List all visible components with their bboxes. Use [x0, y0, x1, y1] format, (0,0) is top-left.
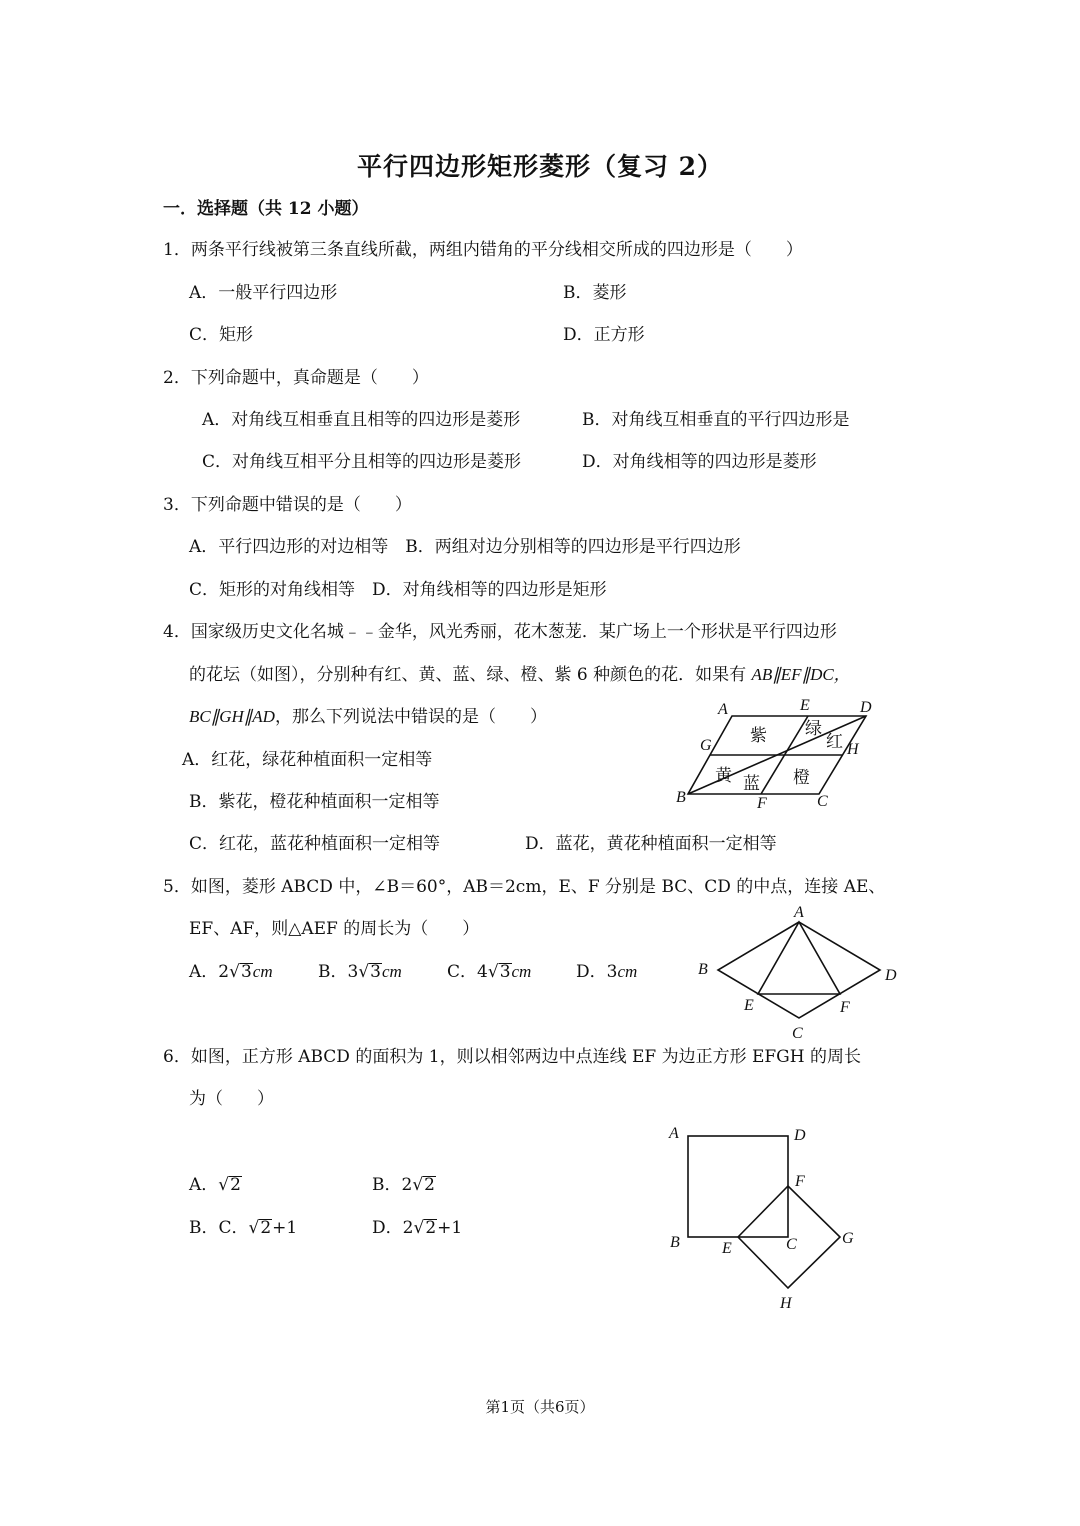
question-3-options-ab: A．平行四边形的对边相等 B．两组对边分别相等的四边形是平行四边形 [189, 537, 741, 557]
label-f: F [840, 999, 850, 1016]
label-c: C [817, 793, 828, 810]
region-orange: 橙 [793, 768, 810, 787]
label-e: E [722, 1240, 732, 1257]
option-radicand: 3 [499, 962, 511, 982]
label-g: G [700, 737, 712, 754]
option-coef: 2 [401, 1175, 413, 1195]
label-h: H [847, 741, 859, 758]
page-footer: 第1页（共6页） [485, 1398, 595, 1416]
label-e: E [744, 997, 754, 1014]
question-4-line-3-text: ，那么下列说法中错误的是（ ） [274, 707, 547, 727]
option-radicand: 2 [230, 1175, 241, 1195]
question-4-option-b: B．紫花，橙花种植面积一定相等 [189, 792, 440, 812]
option-radicand: 3 [370, 962, 381, 982]
option-coef: 3 [606, 962, 618, 982]
label-b: B [698, 961, 708, 978]
option-letter: D． [576, 962, 607, 982]
rhombus-abcd [718, 922, 880, 1018]
question-6-line-2: 为（ ） [189, 1089, 274, 1109]
question-2-option-c: C．对角线互相平分且相等的四边形是菱形 [202, 452, 522, 472]
region-green: 绿 [805, 719, 822, 738]
label-c: C [792, 1025, 803, 1042]
square-abcd [688, 1136, 788, 1237]
question-4-line-3 [189, 707, 547, 727]
question-5-line-1: 5．如图，菱形 ABCD 中，∠B＝60°，AB＝2cm，E、F 分别是 BC、CD 的中点，连接 AE、 [163, 877, 886, 897]
label-a: A [794, 904, 804, 921]
question-4-line-2-text: 的花坛（如图），分别种有红、黄、蓝、绿、橙、紫 6 种颜色的花．如果有 [189, 665, 752, 685]
option-coef: 3 [347, 962, 359, 982]
label-g: G [842, 1230, 854, 1247]
question-3-options-cd: C．矩形的对角线相等 D．对角线相等的四边形是矩形 [189, 580, 607, 600]
section-heading: 一．选择题（共 12 小题） [163, 199, 369, 219]
region-yellow: 黄 [715, 766, 732, 785]
label-e: E [800, 697, 810, 714]
label-a: A [669, 1125, 679, 1142]
label-a: A [718, 701, 728, 718]
rhombus-figure [690, 900, 910, 1045]
option-letter: A． [189, 1175, 219, 1195]
option-radicand: 3 [240, 962, 252, 982]
option-coef: 2 [402, 1218, 414, 1238]
question-4-parallel-1: AB∥EF∥DC， [751, 665, 851, 684]
option-radicand: 2 [425, 1218, 437, 1238]
question-2-option-d: D．对角线相等的四边形是菱形 [582, 452, 817, 472]
question-3-stem: 3．下列命题中错误的是（ ） [163, 495, 412, 515]
option-unit: cm [511, 962, 532, 981]
option-unit: cm [617, 962, 638, 981]
question-6-option-b: B．2√2 [372, 1175, 435, 1195]
square-figure [660, 1118, 870, 1318]
question-4-line-1: 4．国家级历史文化名城﹣﹣金华，风光秀丽，花木葱茏．某广场上一个形状是平行四边形 [163, 622, 837, 642]
region-red: 红 [826, 732, 843, 751]
option-unit: cm [252, 962, 273, 981]
question-4-option-c: C．红花，蓝花种植面积一定相等 [189, 834, 441, 854]
option-letter: A． [189, 962, 219, 982]
label-d: D [794, 1127, 806, 1144]
flower-bed-figure [660, 690, 890, 820]
label-b: B [670, 1234, 680, 1251]
page-title: 平行四边形矩形菱形（复习 2） [356, 152, 724, 181]
question-1-option-a: A．一般平行四边形 [189, 283, 338, 303]
label-f: F [757, 795, 767, 812]
question-1-stem: 1．两条平行线被第三条直线所截，两组内错角的平分线相交所成的四边形是（ ） [163, 240, 803, 260]
option-tail: +1 [437, 1218, 463, 1238]
question-6-option-a: A．√2 [189, 1175, 241, 1195]
option-letter: C． [447, 962, 478, 982]
label-d: D [860, 699, 872, 716]
option-letter: B．C． [189, 1218, 249, 1238]
label-h: H [780, 1295, 792, 1312]
question-6-option-d: D．2√2+1 [372, 1218, 463, 1238]
question-5-option-b: B．3√3cm [318, 962, 402, 982]
question-5-line-2: EF、AF，则△AEF 的周长为（ ） [189, 919, 480, 939]
option-coef: 4 [477, 962, 488, 982]
question-1-option-b: B．菱形 [563, 283, 627, 303]
option-radicand: 2 [424, 1175, 435, 1195]
question-5-option-d [576, 962, 637, 982]
label-c: C [786, 1236, 797, 1253]
option-letter: B． [318, 962, 348, 982]
label-b: B [676, 789, 686, 806]
option-tail: +1 [272, 1218, 298, 1238]
question-1-option-c: C．矩形 [189, 325, 254, 345]
option-unit: cm [382, 962, 402, 981]
question-2-option-a: A．对角线互相垂直且相等的四边形是菱形 [202, 410, 521, 430]
region-blue: 蓝 [743, 774, 760, 793]
option-coef: 2 [218, 962, 230, 982]
question-5-option-c: C．4√3cm [447, 962, 532, 982]
question-4-option-d: D．蓝花，黄花种植面积一定相等 [525, 834, 777, 854]
question-4-line-2 [189, 665, 851, 685]
question-6-line-1: 6．如图，正方形 ABCD 的面积为 1，则以相邻两边中点连线 EF 为边正方形 EFGH 的周长 [163, 1047, 861, 1067]
label-d: D [885, 967, 897, 984]
question-5-option-a: A．2√3cm [189, 962, 273, 982]
question-4-parallel-2: BC∥GH∥AD [189, 707, 275, 726]
question-6-option-c: B．C．√2+1 [189, 1218, 298, 1238]
label-f: F [795, 1173, 805, 1190]
question-1-option-d: D．正方形 [563, 325, 645, 345]
region-purple: 紫 [750, 726, 767, 745]
option-radicand: 2 [260, 1218, 272, 1238]
triangle-aef [758, 922, 840, 994]
question-4-option-a: A．红花，绿花种植面积一定相等 [182, 750, 433, 770]
option-letter: B． [372, 1175, 402, 1195]
question-2-option-b: B．对角线互相垂直的平行四边形是 [582, 410, 850, 430]
option-letter: D． [372, 1218, 403, 1238]
question-2-stem: 2．下列命题中，真命题是（ ） [163, 368, 429, 388]
